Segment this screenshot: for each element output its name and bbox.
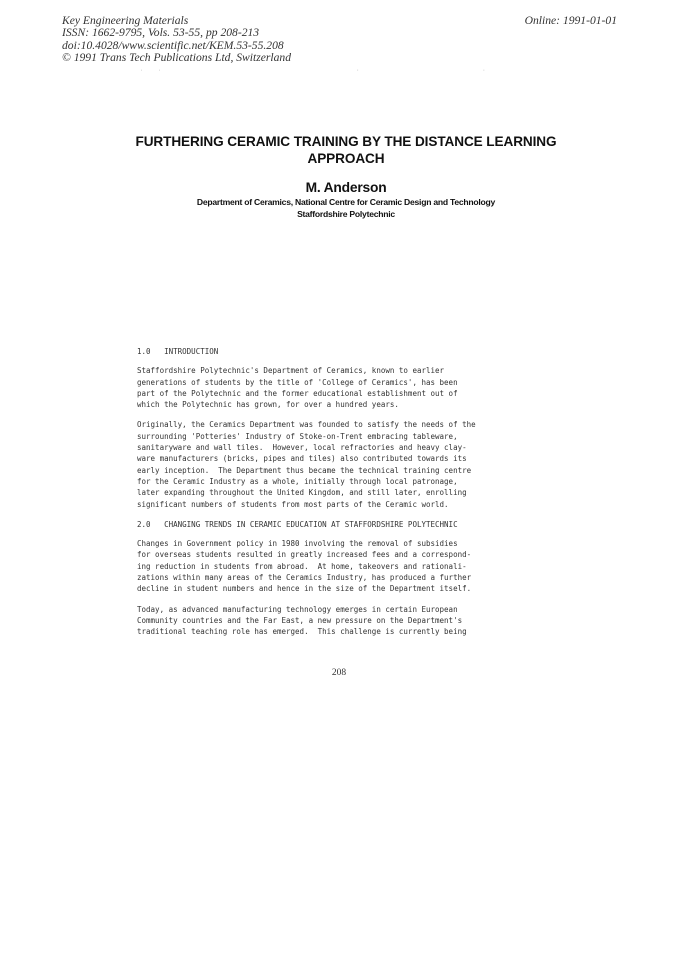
author-affiliation [120, 197, 572, 220]
text-line: early inception. The Department thus became the technical training centre [137, 465, 472, 475]
text-line: for overseas students resulted in greatly increased fees and a correspond- [137, 550, 472, 560]
text-line: surrounding 'Potteries' Industry of Stoke-on-Trent embracing tableware, [137, 431, 458, 441]
text-line: generations of students by the title of 'College of Ceramics', has been [137, 377, 458, 387]
text-line: Originally, the Ceramics Department was founded to satisfy the needs of the [137, 420, 476, 430]
text-line: Today, as advanced manufacturing technology emerges in certain European [137, 604, 458, 614]
paragraph [137, 604, 557, 638]
page-number: 208 [331, 668, 347, 678]
title-line-2: APPROACH [307, 151, 385, 166]
online-date: Online: 1991-01-01 [524, 14, 617, 27]
text-line: zations within many areas of the Ceramics Industry, has produced a further [137, 573, 472, 583]
affiliation-line-2: Staffordshire Polytechnic [297, 208, 395, 219]
section-introduction [137, 346, 557, 510]
text-line: traditional teaching role has emerged. This challenge is currently being [137, 627, 467, 637]
author-name: M. Anderson [305, 180, 387, 195]
text-line: ware manufacturers (bricks, pipes and tiles) also contributed towards its [137, 454, 467, 464]
paper-title [120, 133, 572, 167]
journal-name: Key Engineering Materials [62, 14, 189, 27]
section-heading: 2.0 CHANGING TRENDS IN CERAMIC EDUCATION AT STAFFORDSHIRE POLYTECHNIC [137, 519, 458, 529]
text-line: which the Polytechnic has grown, for over a hundred years. [137, 400, 399, 410]
doi-line: doi:10.4028/www.scientific.net/KEM.53-55.208 [62, 38, 284, 52]
paragraph [137, 538, 557, 594]
citation-header [62, 15, 291, 65]
body-text [137, 346, 557, 647]
affiliation-line-1: Department of Ceramics, National Centre for Ceramic Design and Technology [196, 197, 496, 207]
section-heading: 1.0 INTRODUCTION [137, 347, 219, 356]
copyright-line: © 1991 Trans Tech Publications Ltd, Switzerland [62, 51, 292, 65]
text-line: part of the Polytechnic and the former educational establishment out of [137, 388, 458, 398]
section-changing-trends [137, 519, 557, 638]
title-line-1: FURTHERING CERAMIC TRAINING BY THE DISTANCE LEARNING [135, 134, 557, 149]
text-line: significant numbers of students from most parts of the Ceramic world. [137, 499, 449, 509]
text-line: decline in student numbers and hence in the size of the Department itself. [137, 584, 472, 594]
text-line: Changes in Government policy in 1980 involving the removal of subsidies [137, 539, 458, 549]
issn-line: ISSN: 1662-9795, Vols. 53-55, pp 208-213 [62, 26, 260, 40]
scan-artifact: · · · · [140, 68, 492, 74]
paragraph [137, 365, 557, 410]
text-line: later expanding throughout the United Kingdom, and still later, enrolling [137, 488, 467, 498]
text-line: Community countries and the Far East, a new pressure on the Department's [137, 615, 463, 625]
text-line: Staffordshire Polytechnic's Department of Ceramics, known to earlier [137, 366, 445, 376]
text-line: for the Ceramic Industry as a whole, initially through local patronage, [137, 476, 458, 486]
text-line: sanitaryware and wall tiles. However, local refractories and heavy clay- [137, 443, 467, 453]
text-line: ing reduction in students from abroad. At home, takeovers and rationali- [137, 561, 467, 571]
paragraph [137, 419, 557, 509]
